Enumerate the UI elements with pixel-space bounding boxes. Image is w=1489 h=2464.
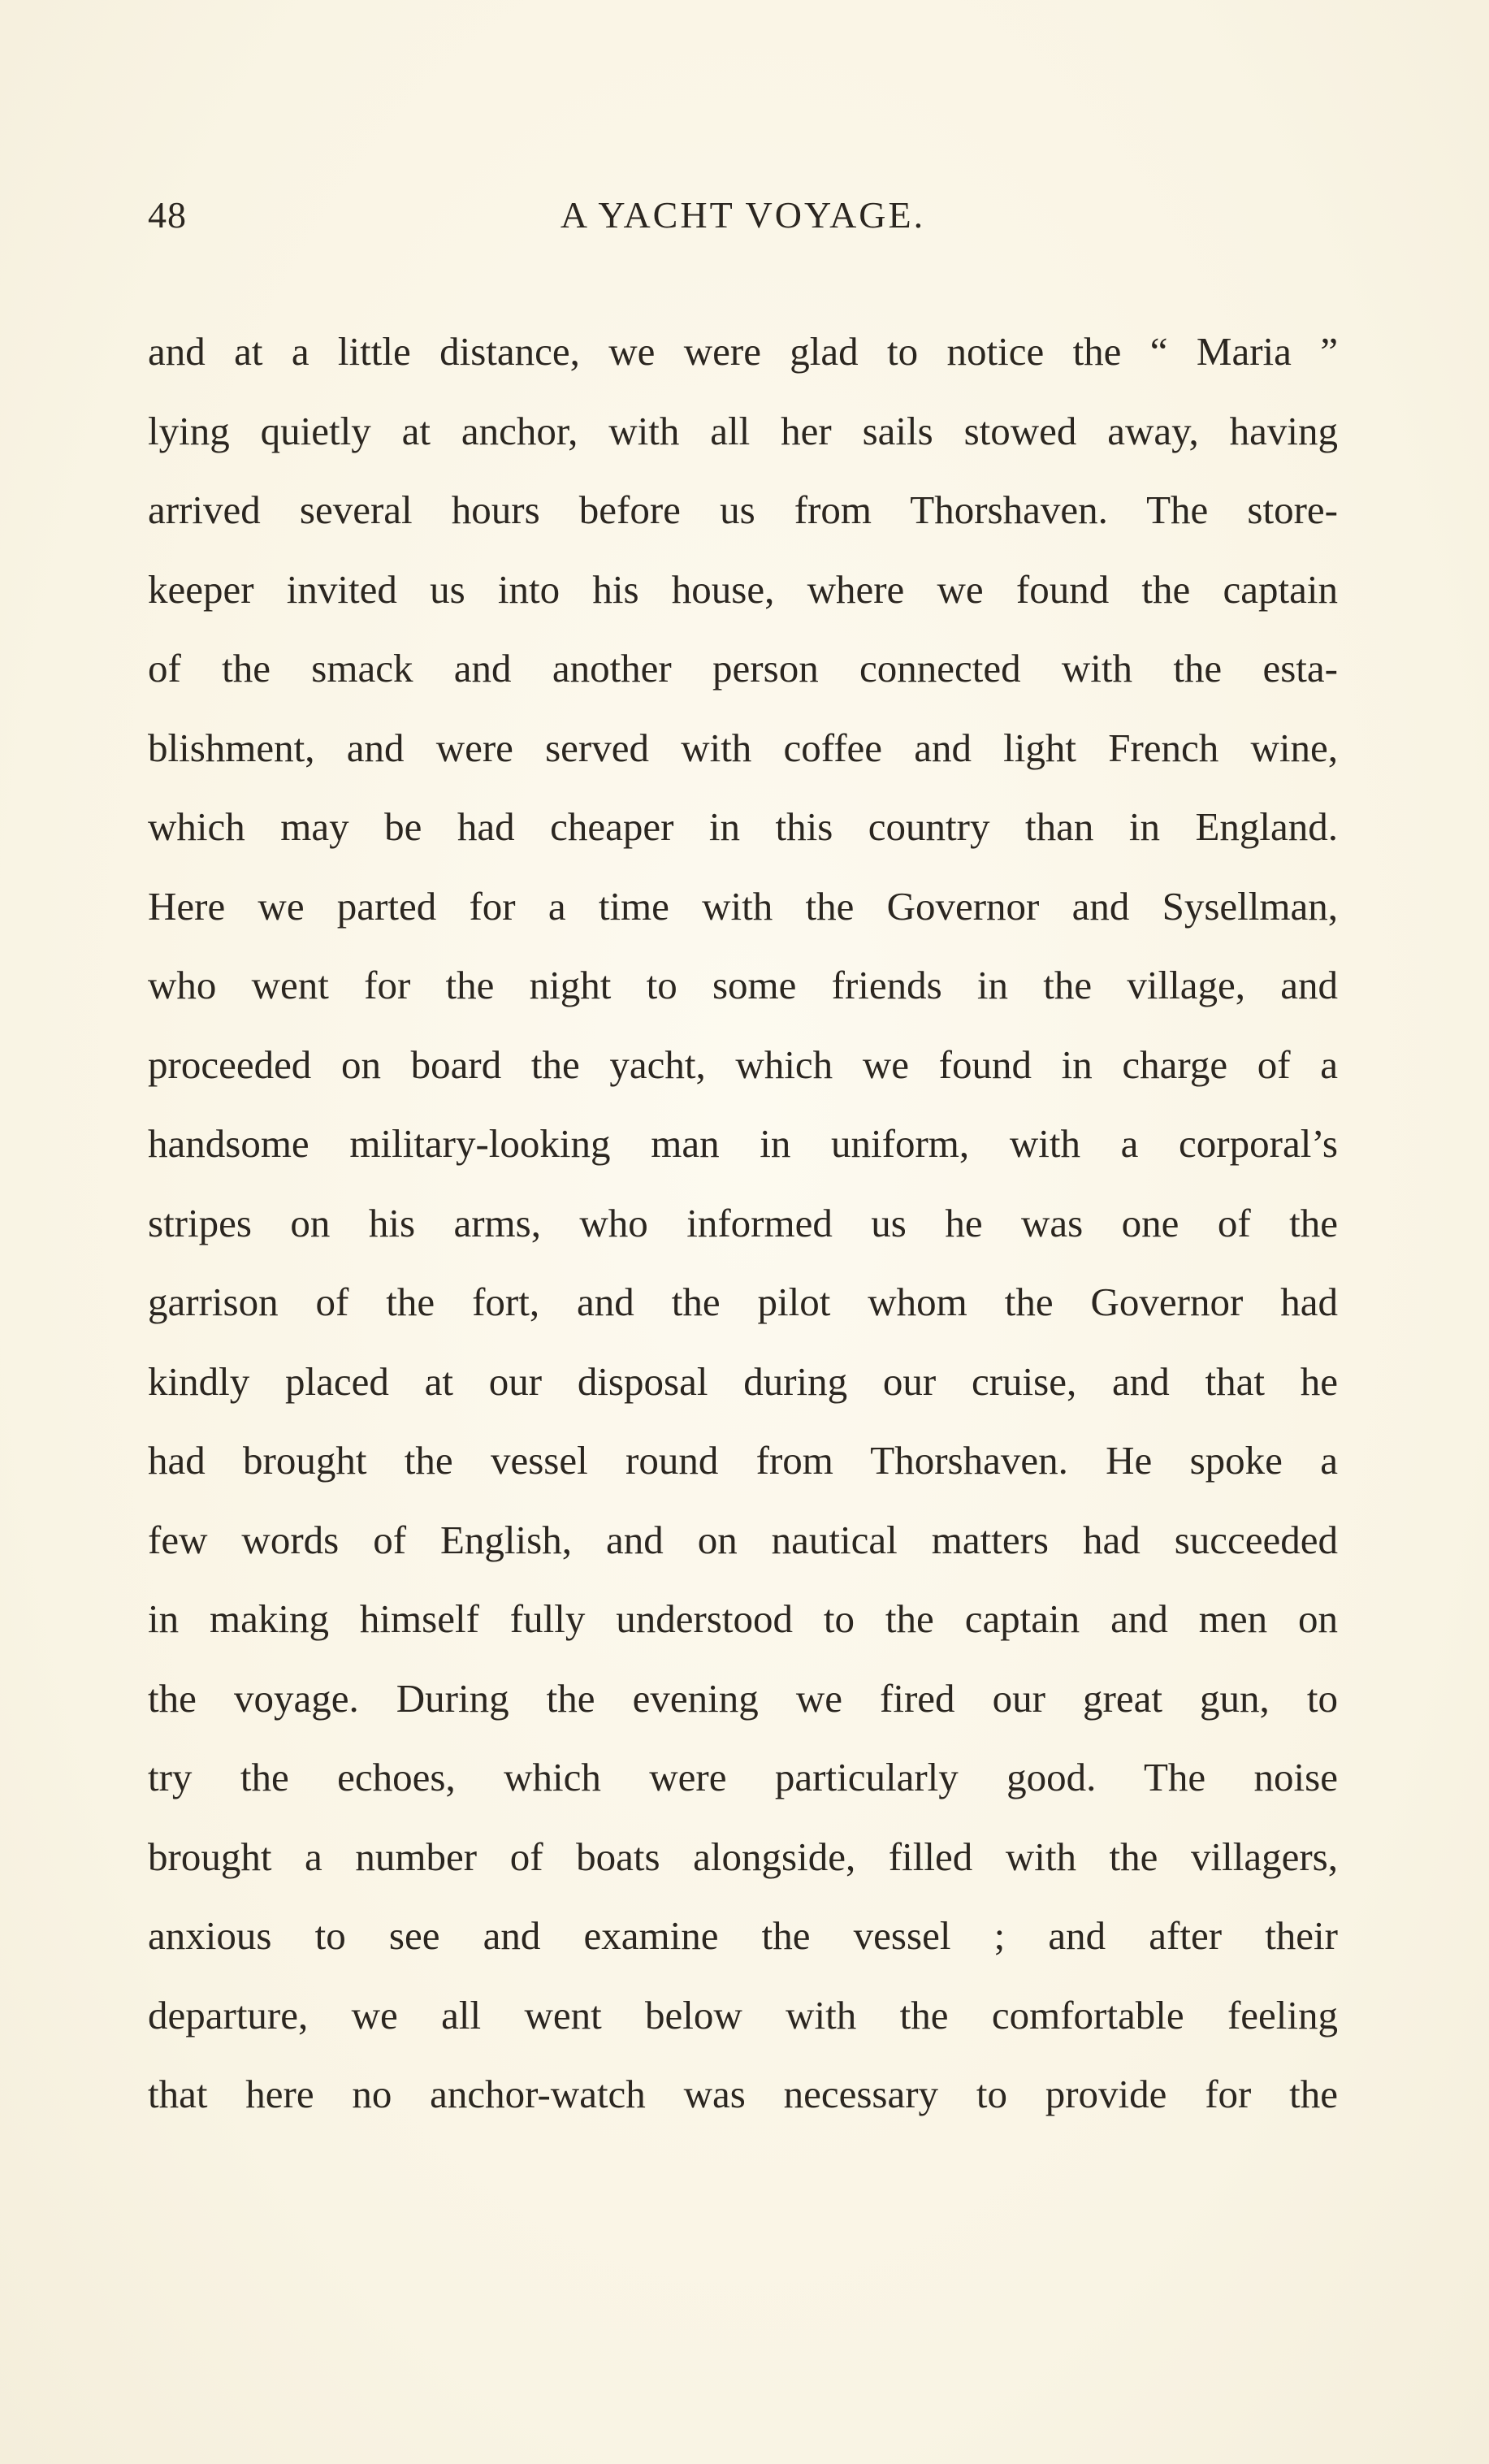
text-line: and at a little distance, we were glad to notice the “ Maria ” (148, 329, 1338, 374)
text-line: stripes on his arms, who informed us he was one of the (148, 1200, 1338, 1245)
text-line: lying quietly at anchor, with all her sails stowed away, having (148, 408, 1338, 453)
text-line: that here no anchor-watch was necessary to provide for the (148, 2072, 1338, 2116)
text-line: blishment, and were served with coffee and light French wine, (148, 725, 1338, 770)
page-number: 48 (148, 194, 187, 236)
page-header (148, 193, 1338, 250)
text-line: keeper invited us into his house, where we found the captain (148, 566, 1338, 612)
text-line: of the smack and another person connected with the esta- (148, 646, 1338, 691)
text-line: arrived several hours before us from Thorshaven. The store- (148, 487, 1338, 532)
text-line: few words of English, and on nautical matters had succeeded (148, 1517, 1338, 1562)
text-line: the voyage. During the evening we fired our great gun, to (148, 1675, 1338, 1721)
text-line: in making himself fully understood to the captain and men on (148, 1596, 1338, 1641)
text-line: had brought the vessel round from Thorshaven. He spoke a (148, 1438, 1338, 1483)
text-line: kindly placed at our disposal during our cruise, and that he (148, 1358, 1338, 1404)
running-title: A YACHT VOYAGE. (560, 194, 926, 236)
text-line: which may be had cheaper in this country than in England. (148, 804, 1338, 849)
text-line: brought a number of boats alongside, filled with the villagers, (148, 1834, 1338, 1879)
text-line: who went for the night to some friends in the village, and (148, 963, 1338, 1007)
text-line: departure, we all went below with the comfortable feeling (148, 1992, 1338, 2037)
body-paragraph (148, 323, 1338, 2146)
text-line: anxious to see and examine the vessel ; and after their (148, 1913, 1338, 1958)
text-line: handsome military-looking man in uniform, with a corporal’s (148, 1121, 1338, 1166)
text-line: proceeded on board the yacht, which we found in charge of a (148, 1041, 1338, 1087)
text-line: Here we parted for a time with the Governor and Sysellman, (148, 883, 1338, 929)
text-line: try the echoes, which were particularly good. The noise (148, 1755, 1338, 1799)
text-line: garrison of the fort, and the pilot whom the Governor had (148, 1280, 1338, 1324)
